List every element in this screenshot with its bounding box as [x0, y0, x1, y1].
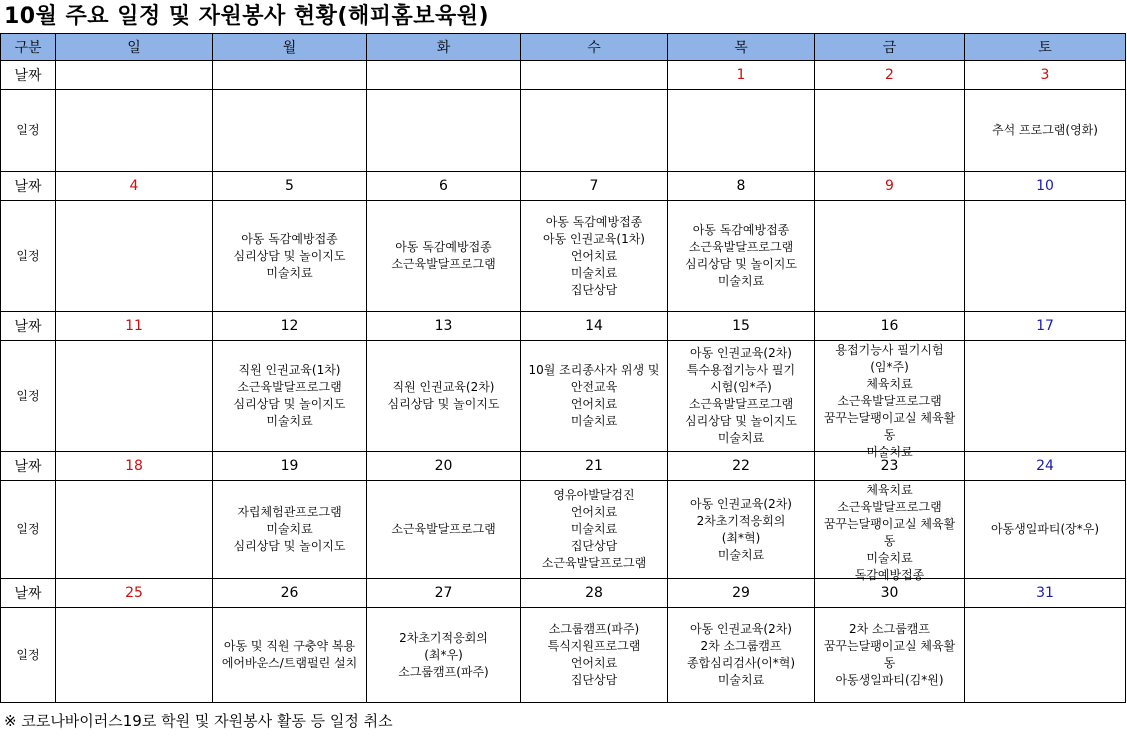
schedule-cell — [668, 201, 815, 312]
schedule-item: 집단상담 — [570, 673, 618, 687]
date-cell: 27 — [367, 579, 521, 608]
header-category: 구분 — [1, 34, 56, 61]
schedule-cell — [965, 201, 1126, 312]
schedule-item: (임*주) — [870, 360, 909, 374]
schedule-row-label: 일정 — [1, 201, 56, 312]
schedule-cell — [815, 90, 965, 172]
schedule-item: 아동 인권교육(1차) — [543, 231, 645, 246]
date-row-label: 날짜 — [1, 172, 56, 201]
schedule-item: (최*우) — [424, 647, 463, 662]
date-row-label: 날짜 — [1, 61, 56, 90]
schedule-item: 소근육발달프로그램 — [837, 394, 942, 408]
schedule-cell — [521, 481, 668, 579]
date-cell: 23 — [815, 452, 965, 481]
schedule-item: 미술치료 — [266, 265, 313, 280]
date-cell: 19 — [213, 452, 367, 481]
schedule-item: 추석 프로그램(영화) — [992, 123, 1098, 137]
schedule-cell — [965, 90, 1126, 172]
date-cell: 28 — [521, 579, 668, 608]
schedule-item: 동 — [883, 534, 896, 548]
header-friday: 금 — [815, 34, 965, 61]
date-cell: 4 — [56, 172, 213, 201]
schedule-cell — [56, 341, 213, 452]
date-cell: 25 — [56, 579, 213, 608]
schedule-item: 안전교육 — [570, 380, 618, 394]
schedule-cell — [213, 201, 367, 312]
schedule-cell — [367, 201, 521, 312]
schedule-cell — [521, 341, 668, 452]
schedule-item: 미술치료 — [717, 431, 765, 445]
schedule-cell — [56, 90, 213, 172]
schedule-cell — [367, 608, 521, 703]
schedule-item: 소근육발달프로그램 — [237, 380, 342, 394]
schedule-item: 미술치료 — [570, 265, 618, 280]
date-row — [1, 61, 1126, 90]
date-cell — [521, 61, 668, 90]
schedule-item: 꿈꾸는달팽이교실 체육활 — [823, 411, 956, 425]
schedule-item: 꿈꾸는달팽이교실 체육활 — [823, 517, 956, 531]
schedule-item: 아동 인권교육(2차) — [690, 346, 792, 360]
schedule-cell — [965, 341, 1126, 452]
date-cell: 20 — [367, 452, 521, 481]
schedule-item: 아동 인권교육(2차) — [690, 496, 792, 511]
schedule-item: 2차 소그룹캠프 — [848, 622, 930, 636]
schedule-item: 아동생일파티(장*우) — [990, 522, 1100, 536]
date-cell: 29 — [668, 579, 815, 608]
schedule-cell — [56, 481, 213, 579]
calendar-table — [0, 33, 1126, 703]
schedule-item: 영유아발달검진 — [553, 488, 635, 502]
schedule-cell — [56, 608, 213, 703]
schedule-item: 집단상담 — [570, 539, 618, 553]
page-title: 10월 주요 일정 및 자원봉사 현황(해피홈보육원) — [4, 4, 490, 29]
schedule-cell — [213, 608, 367, 703]
schedule-item: 미술치료 — [266, 414, 313, 428]
schedule-item: 소근육발달프로그램 — [391, 522, 496, 536]
date-cell: 18 — [56, 452, 213, 481]
schedule-cell — [815, 481, 965, 582]
schedule-item: 아동 독감예방접종 — [545, 214, 643, 229]
schedule-item: 미술치료 — [570, 414, 618, 428]
schedule-item: 체육치료 — [866, 483, 913, 497]
schedule-item: 에어바운스/트램펄린 설치 — [221, 656, 358, 670]
schedule-item: 소근육발달프로그램 — [541, 556, 647, 570]
schedule-item: 2차초기적응회의 — [696, 513, 786, 528]
schedule-row — [1, 201, 1126, 312]
date-cell: 13 — [367, 312, 521, 341]
schedule-item: 2차초기적응회의 — [399, 630, 488, 645]
schedule-item: 독감예방접종 — [854, 568, 925, 582]
schedule-item: 아동생일파티(김*원) — [835, 673, 944, 687]
schedule-cell — [965, 608, 1126, 703]
schedule-cell — [213, 481, 367, 579]
date-row-label: 날짜 — [1, 579, 56, 608]
schedule-cell — [367, 90, 521, 172]
schedule-item: 미술치료 — [717, 673, 765, 687]
date-row — [1, 312, 1126, 341]
schedule-cell — [668, 341, 815, 452]
schedule-cell — [668, 608, 815, 703]
schedule-cell — [56, 201, 213, 312]
date-cell — [56, 61, 213, 90]
schedule-item: 체육치료 — [866, 377, 913, 391]
schedule-item: 동 — [883, 428, 896, 442]
date-cell: 1 — [668, 61, 815, 90]
schedule-cell — [521, 201, 668, 312]
schedule-item: 아동 독감예방접종 — [395, 240, 492, 254]
date-cell: 6 — [367, 172, 521, 201]
footnote: ※ 코로나바이러스19로 학원 및 자원봉사 활동 등 일정 취소 — [4, 712, 393, 730]
schedule-cell — [668, 481, 815, 579]
date-row — [1, 579, 1126, 608]
header-tuesday: 화 — [367, 34, 521, 61]
schedule-item: 언어치료 — [570, 397, 618, 411]
date-row — [1, 452, 1126, 481]
schedule-item: 직원 인권교육(2차) — [392, 380, 495, 394]
header-saturday: 토 — [965, 34, 1126, 61]
schedule-item: 종합심리검사(이*혁) — [686, 656, 796, 670]
date-cell: 21 — [521, 452, 668, 481]
schedule-row — [1, 608, 1126, 703]
date-cell: 31 — [965, 579, 1126, 608]
date-cell: 11 — [56, 312, 213, 341]
schedule-cell — [367, 341, 521, 452]
schedule-item: 특식지원프로그램 — [547, 639, 641, 653]
date-cell: 17 — [965, 312, 1126, 341]
date-row-label: 날짜 — [1, 452, 56, 481]
date-cell: 26 — [213, 579, 367, 608]
schedule-item: 심리상담 및 놀이지도 — [233, 539, 346, 553]
date-row-label: 날짜 — [1, 312, 56, 341]
date-cell — [367, 61, 521, 90]
schedule-cell — [815, 608, 965, 703]
schedule-item: 아동 독감예방접종 — [692, 223, 790, 237]
schedule-item: 동 — [883, 656, 896, 670]
schedule-item: 소근육발달프로그램 — [837, 500, 942, 514]
schedule-item: 꿈꾸는달팽이교실 체육활 — [823, 639, 956, 653]
schedule-item: 심리상담 및 놀이지도 — [233, 248, 346, 263]
schedule-item: 소근육발달프로그램 — [391, 257, 496, 271]
schedule-row — [1, 341, 1126, 452]
schedule-item: 소그룹캠프(파주) — [398, 664, 489, 679]
date-cell: 22 — [668, 452, 815, 481]
schedule-item: 소근육발달프로그램 — [688, 240, 794, 254]
schedule-item: 10월 조리종사자 위생 및 — [528, 363, 660, 377]
schedule-item: 특수용접기능사 필기 — [686, 363, 796, 377]
schedule-item: 언어치료 — [570, 656, 618, 670]
schedule-cell — [668, 90, 815, 172]
schedule-item: 자립체험관프로그램 — [237, 505, 342, 519]
header-monday: 월 — [213, 34, 367, 61]
schedule-item: 심리상담 및 놀이지도 — [233, 397, 346, 411]
date-cell: 7 — [521, 172, 668, 201]
schedule-item: 미술치료 — [866, 445, 913, 459]
schedule-item: 미술치료 — [717, 547, 765, 562]
schedule-item: 심리상담 및 놀이지도 — [387, 397, 500, 411]
schedule-cell — [815, 341, 965, 459]
schedule-item: 언어치료 — [570, 505, 618, 519]
date-cell: 5 — [213, 172, 367, 201]
schedule-item: 심리상담 및 놀이지도 — [685, 414, 797, 428]
date-cell: 8 — [668, 172, 815, 201]
date-cell: 16 — [815, 312, 965, 341]
date-cell: 3 — [965, 61, 1126, 90]
schedule-item: 집단상담 — [570, 282, 618, 297]
schedule-row — [1, 90, 1126, 172]
date-cell: 14 — [521, 312, 668, 341]
date-cell: 2 — [815, 61, 965, 90]
header-row — [1, 34, 1126, 61]
schedule-item: 미술치료 — [570, 522, 618, 536]
schedule-item: (최*혁) — [721, 530, 761, 545]
date-cell: 12 — [213, 312, 367, 341]
date-cell: 9 — [815, 172, 965, 201]
schedule-cell — [213, 90, 367, 172]
schedule-item: 2차 소그룹캠프 — [700, 639, 782, 653]
schedule-item: 직원 인권교육(1차) — [238, 363, 341, 377]
date-cell: 30 — [815, 579, 965, 608]
schedule-cell — [213, 341, 367, 452]
schedule-cell — [521, 608, 668, 703]
schedule-item: 미술치료 — [266, 522, 313, 536]
header-sunday: 일 — [56, 34, 213, 61]
schedule-item: 시험(임*주) — [710, 380, 772, 394]
schedule-item: 아동 인권교육(2차) — [690, 622, 792, 636]
date-row — [1, 172, 1126, 201]
schedule-cell — [367, 481, 521, 579]
date-cell: 10 — [965, 172, 1126, 201]
schedule-row-label: 일정 — [1, 341, 56, 452]
header-wednesday: 수 — [521, 34, 668, 61]
schedule-item: 미술치료 — [866, 551, 913, 565]
schedule-row-label: 일정 — [1, 608, 56, 703]
schedule-item: 아동 및 직원 구충약 복용 — [223, 639, 356, 653]
schedule-item: 언어치료 — [570, 248, 618, 263]
date-cell: 24 — [965, 452, 1126, 481]
schedule-item: 소근육발달프로그램 — [688, 397, 794, 411]
schedule-item: 용접기능사 필기시험 — [835, 343, 944, 357]
date-cell: 15 — [668, 312, 815, 341]
schedule-row-label: 일정 — [1, 481, 56, 579]
header-thursday: 목 — [668, 34, 815, 61]
date-cell — [213, 61, 367, 90]
schedule-item: 심리상담 및 놀이지도 — [685, 257, 797, 271]
schedule-cell — [815, 201, 965, 312]
schedule-cell — [965, 481, 1126, 579]
schedule-row-label: 일정 — [1, 90, 56, 172]
schedule-row — [1, 481, 1126, 579]
schedule-item: 미술치료 — [717, 274, 765, 288]
schedule-item: 소그룹캠프(파주) — [548, 622, 640, 636]
schedule-cell — [521, 90, 668, 172]
schedule-item: 아동 독감예방접종 — [241, 231, 338, 246]
